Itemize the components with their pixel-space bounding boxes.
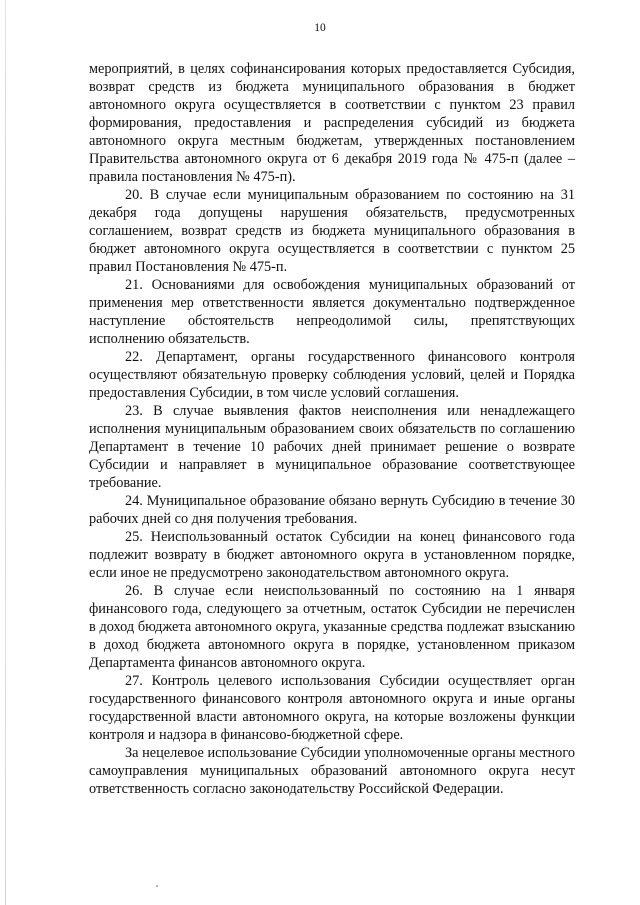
paragraph-21: 21. Основаниями для освобождения муниципальных образований от применения мер ответственности является документально подтвержденное наступление обстоятельств непреодолимой силы, препятствующих исполнению обязательств. (89, 277, 575, 347)
scan-speck (156, 885, 158, 887)
paragraph-continuation: мероприятий, в целях софинансирования которых предоставляется Субсидия, возврат средств из бюджета муниципального образования в бюджет автономного округа осуществляется в соответствии с пунктом 23 правил формирования, предоставления и распределения субсидий из бюджета автономного округа местным бюджетам, утвержденных постановлением Правительства автономного округа от 6 декабря 2019 года № 475-п (далее – правила постановления № 475-п). (89, 61, 575, 185)
page-number: 10 (314, 22, 326, 34)
paragraph-misuse-liability: За нецелевое использование Субсидии уполномоченные органы местного самоуправления муниципальных образований автономного округа несут ответственность согласно законодательству Российской Федерации. (89, 745, 575, 797)
paragraph-20: 20. В случае если муниципальным образованием по состоянию на 31 декабря года допущены нарушения обязательств, предусмотренных соглашением, возврат средств из бюджета муниципального образования в бюджет автономного округа осуществляется в соответствии с пунктом 25 правил Постановления № 475-п. (89, 187, 575, 275)
document-body (89, 60, 575, 798)
scan-edge-line (5, 0, 6, 905)
paragraph-22: 22. Департамент, органы государственного финансового контроля осуществляют обязательную проверку соблюдения условий, целей и Порядка предоставления Субсидии, в том числе условий соглашения. (89, 349, 575, 401)
paragraph-24: 24. Муниципальное образование обязано вернуть Субсидию в течение 30 рабочих дней со дня получения требования. (89, 493, 575, 527)
paragraph-27: 27. Контроль целевого использования Субсидии осуществляет орган государственного финансового контроля автономного округа и иные органы государственной власти автономного округа, на которые возложены функции контроля и надзора в финансово-бюджетной сфере. (89, 673, 575, 743)
paragraph-25: 25. Неиспользованный остаток Субсидии на конец финансового года подлежит возврату в бюджет автономного округа в установленном порядке, если иное не предусмотрено законодательством автономного округа. (89, 529, 575, 581)
paragraph-23: 23. В случае выявления фактов неисполнения или ненадлежащего исполнения муниципальным образованием своих обязательств по соглашению Департамент в течение 10 рабочих дней принимает решение о возврате Субсидии и направляет в муниципальное образование соответствующее требование. (89, 403, 575, 491)
paragraph-26: 26. В случае если неиспользованный по состоянию на 1 января финансового года, следующего за отчетным, остаток Субсидии не перечислен в доход бюджета автономного округа, указанные средства подлежат взысканию в доход бюджета автономного округа в порядке, установленном приказом Департамента финансов автономного округа. (89, 583, 575, 671)
